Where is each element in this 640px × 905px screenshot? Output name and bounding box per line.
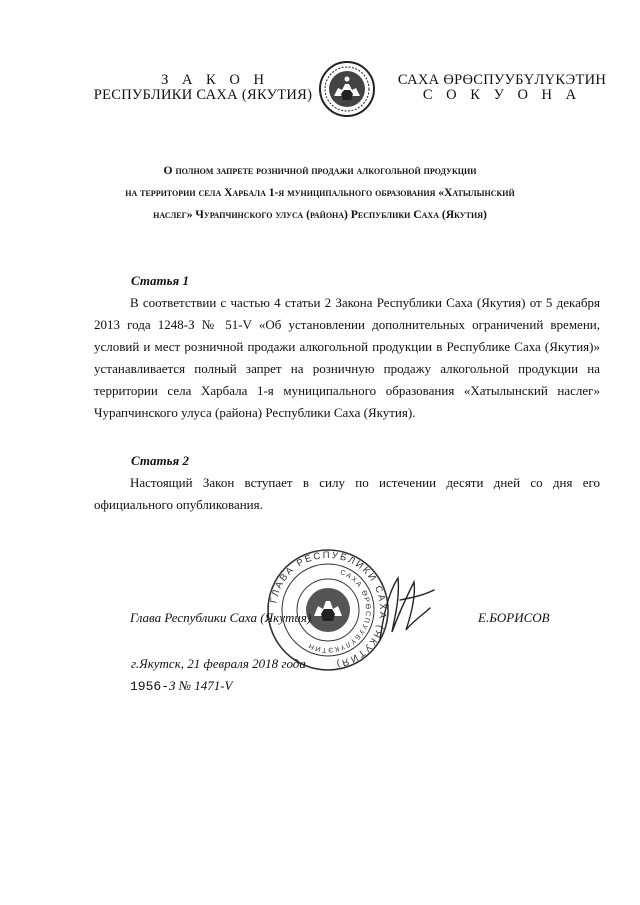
law-label-sakha: С О К У О Н А: [422, 87, 582, 103]
law-number-suffix: З № 1471-V: [169, 678, 233, 693]
article-2-text: Настоящий Закон вступает в силу по истечении десяти дней со дня его официального опубликования.: [94, 475, 600, 512]
signatory-position: Глава Республики Саха (Якутия): [130, 610, 312, 625]
svg-text:ГЛАВА РЕСПУБЛИКИ САХА (ЯКУТИЯ): ГЛАВА РЕСПУБЛИКИ САХА (ЯКУТИЯ): [268, 549, 389, 670]
article-1-text: В соответствии с частью 4 статьи 2 Закона Республики Саха (Якутия) от 5 декабря 2013 года 1248-З № 51-V «Об установлении дополнительных ограничений времени, условий и мест розничной продажи алкогольной продукции в Республике Саха (Якутия)» устанавливается полный запрет на розничную продажу алкогольной продукции на территории села Харбала 1-я муниципального образования «Хатылынский наслег» Чурапчинского улуса (района) Республики Саха (Якутия).: [94, 295, 600, 420]
signatory-name: Е.БОРИСОВ: [478, 610, 550, 625]
law-label: З А К О Н: [161, 72, 269, 88]
article-2-body: [94, 472, 600, 516]
article-1-body: [94, 292, 600, 424]
republic-name-ru: РЕСПУБЛИКИ САХА (ЯКУТИЯ): [93, 87, 313, 103]
title-line-2: на территории села Харбала 1-я муниципального образования «Хатылынский: [125, 186, 515, 199]
title-line-1: О полном запрете розничной продажи алкогольной продукции: [163, 164, 477, 177]
place-date: г.Якутск, 21 февраля 2018 года: [131, 656, 306, 671]
svg-text:САХА ӨРӨСПУУБҮЛҮКЭТИН: САХА ӨРӨСПУУБҮЛҮКЭТИН: [306, 569, 372, 654]
republic-name-sakha: САХА ӨРӨСПУУБҮЛҮКЭТИН: [397, 72, 607, 88]
coat-of-arms-icon: [318, 60, 376, 118]
article-1-heading: Статья 1: [131, 273, 189, 288]
law-number-stamp: 1956-: [130, 679, 170, 694]
article-2-heading: Статья 2: [131, 453, 189, 468]
handwritten-signature: [370, 570, 440, 650]
law-number: [130, 678, 232, 694]
title-line-3: наслег» Чурапчинского улуса (района) Республики Саха (Якутия): [153, 208, 487, 221]
